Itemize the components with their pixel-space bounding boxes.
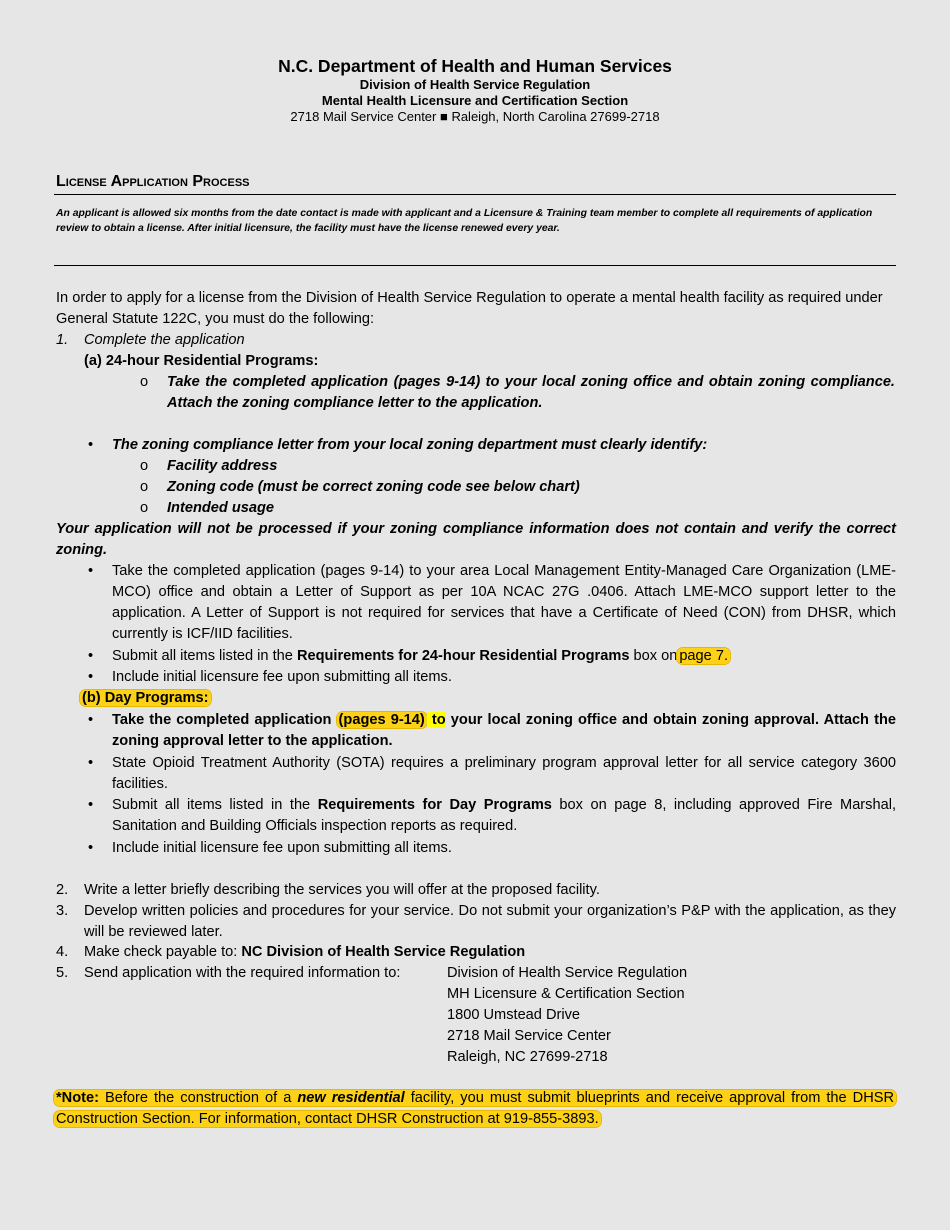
circle-marker: o (140, 374, 149, 390)
zoning-office-instruction: Take the completed application (pages 9-14) to your local zoning office and obtain zoning compliance. Attach the zoning compliance letter to the application. (167, 374, 895, 411)
part-b-label: (b) Day Programs: (82, 690, 209, 706)
section-name: Mental Health Licensure and Certification Section (321, 93, 629, 108)
address-line: Division of Health Service Regulation (447, 965, 688, 981)
day-fee-item: Include initial licensure fee upon submitting all items. (112, 840, 452, 856)
note-rule (54, 265, 896, 266)
intro-note: An applicant is allowed six months from the date contact is made with applicant and a Licensure & Training team member to complete all requirements of application review to obtain a license. After initial licensure, the facility must have the license renewed every year. (56, 208, 873, 234)
address-line: MH Licensure & Certification Section (447, 986, 685, 1002)
step-5-number: 5. (56, 965, 69, 981)
step-2-number: 2. (56, 882, 69, 898)
circle-marker: o (140, 500, 149, 516)
bullet-marker: • (88, 563, 94, 579)
department-name: N.C. Department of Health and Human Services (278, 56, 672, 76)
bullet-marker: • (88, 797, 94, 813)
new-residential-emphasis: new residential (297, 1090, 405, 1106)
sub-item-intended-usage: Intended usage (167, 500, 275, 516)
step-4-text: Make check payable to: NC Division of Health Service Regulation (84, 944, 526, 960)
part-a-label: (a) 24-hour Residential Programs: (84, 353, 319, 369)
note-label: *Note: (56, 1090, 99, 1106)
submit-day-items: Submit all items listed in the Requirements for Day Programs box on page 8, including approved Fire Marshal, Sanitation and Building Officials inspection reports as required. (112, 797, 896, 834)
circle-marker: o (140, 458, 149, 474)
bullet-marker: • (88, 648, 94, 664)
title-rule (54, 194, 896, 195)
step-5-text: Send application with the required information to: (84, 965, 401, 981)
sota-requirement: State Opioid Treatment Authority (SOTA) requires a preliminary program approval letter for all service category 3600 facilities. (112, 755, 896, 792)
residential-fee-item: Include initial licensure fee upon submitting all items. (112, 669, 452, 685)
step-3-text: Develop written policies and procedures for your service. Do not submit your organization’s P&P with the application, as they will be reviewed later. (84, 903, 896, 940)
section-title: License Application Process (56, 173, 250, 190)
address-line: 1800 Umstead Drive (447, 1007, 581, 1023)
division-name: Division of Health Service Regulation (359, 77, 591, 92)
bullet-marker: • (88, 712, 94, 728)
step-1-number: 1. (56, 332, 69, 348)
construction-note: *Note: Before the construction of a new residential facility, you must submit blueprints and receive approval from the DHSR Construction Section. For information, contact DHSR Construction at 919-855-3893. (56, 1090, 895, 1127)
pages-9-14-highlight: (pages 9-14) (338, 712, 425, 728)
intro-paragraph: In order to apply for a license from the Division of Health Service Regulation to operate a mental health facility as required under General Statute 122C, you must do the following: (56, 290, 883, 327)
submit-residential-items: Submit all items listed in the Requirements for 24-hour Residential Programs box on page 7. (112, 648, 729, 664)
step-2-text: Write a letter briefly describing the services you will offer at the proposed facility. (84, 882, 600, 898)
address-line: Raleigh, NC 27699-2718 (447, 1049, 608, 1065)
circle-marker: o (140, 479, 149, 495)
bullet-marker: • (88, 755, 94, 771)
payee-name: NC Division of Health Service Regulation (241, 944, 526, 960)
bullet-marker: • (88, 437, 94, 453)
residential-requirements-box: Requirements for 24-hour Residential Programs (296, 648, 630, 664)
step-4-number: 4. (56, 944, 69, 960)
step-3-number: 3. (56, 903, 69, 919)
lme-mco-instruction: Take the completed application (pages 9-14) to your area Local Management Entity-Managed Care Organization (LME-MCO) office and obtain a Letter of Support as per 10A NCAC 27G .0406. Attach LME-MCO support letter to the application. A Letter of Support is not required for services that have a Certificate of Need (CON) from DHSR, which currently is ICF/IID facilities. (112, 563, 896, 642)
sub-item-facility-address: Facility address (167, 458, 278, 474)
mailing-address (447, 963, 687, 1068)
bullet-marker: • (88, 669, 94, 685)
bullet-marker: • (88, 840, 94, 856)
letterhead (0, 56, 950, 125)
address-line: 2718 Mail Service Center (447, 1028, 611, 1044)
letterhead-address: 2718 Mail Service Center ■ Raleigh, North Carolina 27699-2718 (290, 109, 660, 124)
sub-item-zoning-code: Zoning code (must be correct zoning code see below chart) (167, 479, 580, 495)
zoning-letter-requirement: The zoning compliance letter from your local zoning department must clearly identify: (112, 437, 708, 453)
day-zoning-instruction: Take the completed application (pages 9-14) to your local zoning office and obtain zoning approval. Attach the zoning approval letter to the application. (112, 712, 896, 749)
day-requirements-box: Requirements for Day Programs (317, 797, 552, 813)
zoning-warning: Your application will not be processed if your zoning compliance information does not contain and verify the correct zoning. (56, 521, 896, 558)
page-7-highlight: page 7. (679, 648, 729, 664)
step-1-text: Complete the application (84, 332, 245, 348)
